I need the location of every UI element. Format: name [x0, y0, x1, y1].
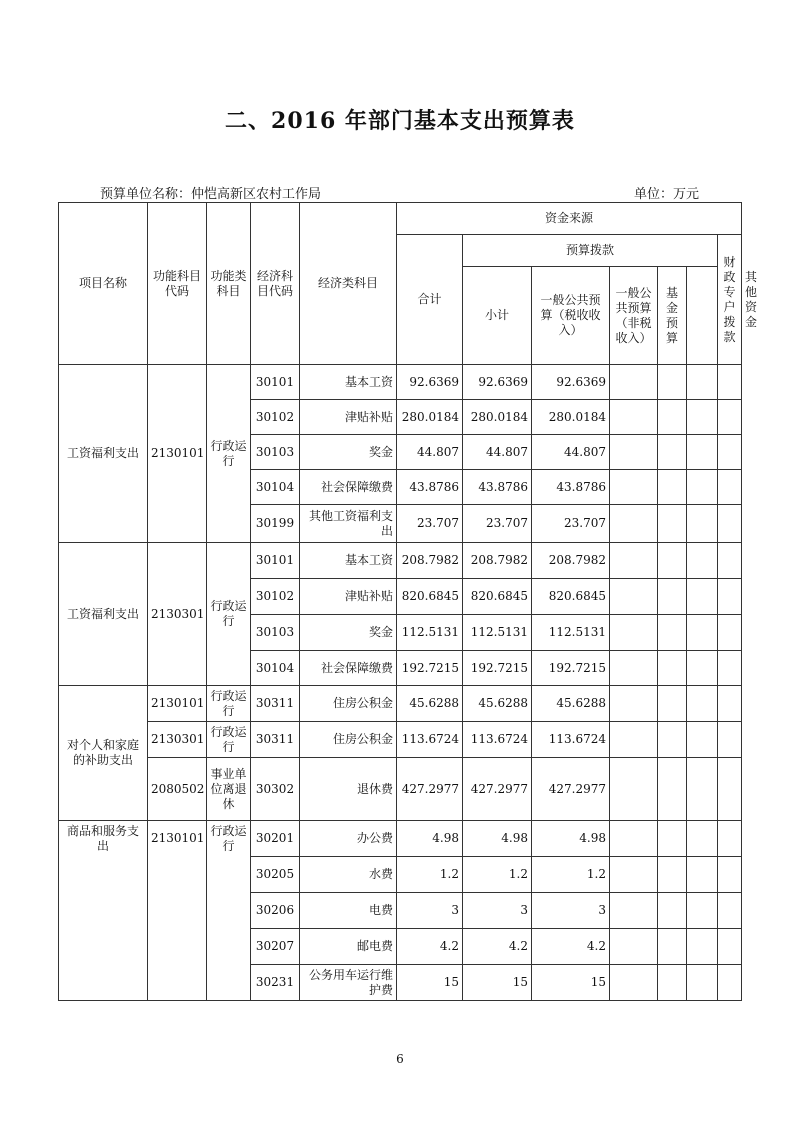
total-value: 1.2	[397, 857, 463, 893]
general-tax-value: 1.2	[532, 857, 610, 893]
header-func-code: 功能科目代码	[148, 203, 207, 365]
general-tax-value: 44.807	[532, 435, 610, 470]
general-tax-value: 4.98	[532, 821, 610, 857]
general-tax-value: 112.5131	[532, 615, 610, 651]
header-func-type: 功能类科目	[207, 203, 251, 365]
econ-code: 30101	[251, 365, 300, 400]
page-number: 6	[396, 1052, 404, 1066]
econ-type: 水费	[300, 857, 397, 893]
subtotal-value: 44.807	[463, 435, 532, 470]
header-special-account: 财政专户拨款	[718, 235, 742, 365]
econ-type: 奖金	[300, 435, 397, 470]
econ-type: 住房公积金	[300, 686, 397, 722]
econ-type: 津贴补贴	[300, 400, 397, 435]
econ-code: 30102	[251, 579, 300, 615]
subtotal-value: 15	[463, 965, 532, 1001]
subtotal-value: 112.5131	[463, 615, 532, 651]
general-tax-value: 208.7982	[532, 543, 610, 579]
econ-code: 30205	[251, 857, 300, 893]
general-tax-value: 3	[532, 893, 610, 929]
total-value: 208.7982	[397, 543, 463, 579]
econ-type: 办公费	[300, 821, 397, 857]
econ-code: 30104	[251, 651, 300, 686]
general-tax-value: 23.707	[532, 505, 610, 543]
item-name: 工资福利支出	[59, 365, 148, 543]
header-fund-budget: 基金预算	[658, 267, 687, 365]
econ-type: 津贴补贴	[300, 579, 397, 615]
econ-type: 基本工资	[300, 543, 397, 579]
subtotal-value: 3	[463, 893, 532, 929]
subtotal-value: 92.6369	[463, 365, 532, 400]
general-tax-value: 45.6288	[532, 686, 610, 722]
econ-type: 公务用车运行维护费	[300, 965, 397, 1001]
subtotal-value: 1.2	[463, 857, 532, 893]
total-value: 43.8786	[397, 470, 463, 505]
econ-type: 邮电费	[300, 929, 397, 965]
subtotal-value: 192.7215	[463, 651, 532, 686]
func-code: 2130101	[148, 365, 207, 543]
func-type: 事业单位离退休	[207, 758, 251, 821]
general-tax-value: 92.6369	[532, 365, 610, 400]
general-tax-value: 280.0184	[532, 400, 610, 435]
total-value: 280.0184	[397, 400, 463, 435]
header-general-nontax: 一般公共预算（非税收入）	[610, 267, 658, 365]
econ-code: 30103	[251, 435, 300, 470]
general-tax-value: 15	[532, 965, 610, 1001]
table-row	[59, 686, 742, 722]
econ-type: 其他工资福利支出	[300, 505, 397, 543]
subtotal-value: 4.98	[463, 821, 532, 857]
table-row	[59, 365, 742, 400]
table-row	[59, 543, 742, 579]
general-tax-value: 113.6724	[532, 722, 610, 758]
econ-code: 30201	[251, 821, 300, 857]
subtotal-value: 280.0184	[463, 400, 532, 435]
subtotal-value: 43.8786	[463, 470, 532, 505]
header-fund-source: 资金来源	[397, 203, 742, 235]
header-econ-type: 经济类科目	[300, 203, 397, 365]
general-tax-value: 820.6845	[532, 579, 610, 615]
page-title: 二、2016 年部门基本支出预算表	[225, 108, 575, 134]
header-budget-allocation: 预算拨款	[463, 235, 718, 267]
total-value: 23.707	[397, 505, 463, 543]
econ-code: 30311	[251, 686, 300, 722]
subtotal-value: 208.7982	[463, 543, 532, 579]
general-tax-value: 192.7215	[532, 651, 610, 686]
func-type: 行政运行	[207, 722, 251, 758]
econ-type: 电费	[300, 893, 397, 929]
header-subtotal: 小计	[463, 267, 532, 365]
func-code: 2130101	[148, 686, 207, 722]
general-tax-value: 43.8786	[532, 470, 610, 505]
total-value: 4.2	[397, 929, 463, 965]
table-row	[59, 722, 742, 758]
total-value: 45.6288	[397, 686, 463, 722]
func-code: 2130101	[148, 821, 207, 1001]
currency-unit: 单位：万元	[634, 187, 700, 202]
econ-type: 社会保障缴费	[300, 651, 397, 686]
total-value: 427.2977	[397, 758, 463, 821]
func-type: 行政运行	[207, 543, 251, 686]
func-code: 2130301	[148, 543, 207, 686]
item-name: 商品和服务支出	[59, 821, 148, 1001]
econ-code: 30207	[251, 929, 300, 965]
econ-type: 奖金	[300, 615, 397, 651]
subtotal-value: 23.707	[463, 505, 532, 543]
econ-code: 30302	[251, 758, 300, 821]
econ-type: 基本工资	[300, 365, 397, 400]
econ-code: 30206	[251, 893, 300, 929]
subtotal-value: 113.6724	[463, 722, 532, 758]
econ-code: 30311	[251, 722, 300, 758]
econ-code: 30101	[251, 543, 300, 579]
subtotal-value: 820.6845	[463, 579, 532, 615]
func-type: 行政运行	[207, 821, 251, 1001]
header-general-tax: 一般公共预算（税收收入）	[532, 267, 610, 365]
table-row	[59, 821, 742, 857]
table-row	[59, 758, 742, 821]
total-value: 44.807	[397, 435, 463, 470]
econ-code: 30231	[251, 965, 300, 1001]
func-code: 2130301	[148, 722, 207, 758]
econ-type: 退休费	[300, 758, 397, 821]
econ-code: 30102	[251, 400, 300, 435]
econ-code: 30199	[251, 505, 300, 543]
header-total: 合计	[397, 235, 463, 365]
subtotal-value: 45.6288	[463, 686, 532, 722]
econ-type: 住房公积金	[300, 722, 397, 758]
total-value: 4.98	[397, 821, 463, 857]
econ-code: 30104	[251, 470, 300, 505]
total-value: 3	[397, 893, 463, 929]
subtotal-value: 427.2977	[463, 758, 532, 821]
budget-table: 项目名称 功能科目代码 功能类科目 经济科目代码 经济类科目 资金来源 合计 预算拨款 财政专户拨款 其他资金 小计 一般公共预算（税收收入） 一般公共预算（非税收入） 基金预算 工资福利支出 2130101 行政运行 30101 基本工资 92.6369 92.6369 92.6369 30102 津贴补贴 280.0184 280.0184 280.0184 30103 奖金 44.807 44.807 44.807 30104 社会保障缴费 43.8786 43.8786 43.8786 30199 其他工资福利支出 23.707 23.707 23.707 工资福利支出 2130301 行政运行 30101 基本工资 208.7982 208.7982 208.7982 30102 津贴补贴 820.6845 820.6845 820.6845 30103 奖金 112.5131 112.5131 112.5131 30104 社会保障缴费 192.7215 192.7215 192.7215 对个人和家庭的补助支出 2130101 行政运行 30311 住房公积金 45.6288 45.6288 45.6288 2130301 行政运行 30311 住房公积金 113.6724 113.6724 113.6724 2080502 事业单位离退休 30302 退休费 427.2977 427.2977 427.2977 商品和服务支出 2130101 行政运行 30201 办公费 4.98 4.98 4.98 30205 水费 1.2 1.2 1.2 30206 电费 3 3 3 30207 邮电费 4.2 4.2 4.2 30231 公务用车运行维护费 15 15 15	[58, 202, 742, 1001]
total-value: 112.5131	[397, 615, 463, 651]
general-tax-value: 4.2	[532, 929, 610, 965]
header-econ-code: 经济科目代码	[251, 203, 300, 365]
item-name: 工资福利支出	[59, 543, 148, 686]
total-value: 15	[397, 965, 463, 1001]
total-value: 820.6845	[397, 579, 463, 615]
total-value: 113.6724	[397, 722, 463, 758]
func-code: 2080502	[148, 758, 207, 821]
item-name: 对个人和家庭的补助支出	[59, 686, 148, 821]
econ-type: 社会保障缴费	[300, 470, 397, 505]
subtotal-value: 4.2	[463, 929, 532, 965]
general-tax-value: 427.2977	[532, 758, 610, 821]
func-type: 行政运行	[207, 686, 251, 722]
budget-unit-name: 预算单位名称：仲恺高新区农村工作局	[100, 187, 322, 202]
header-item-name: 项目名称	[59, 203, 148, 365]
econ-code: 30103	[251, 615, 300, 651]
func-type: 行政运行	[207, 365, 251, 543]
total-value: 192.7215	[397, 651, 463, 686]
total-value: 92.6369	[397, 365, 463, 400]
